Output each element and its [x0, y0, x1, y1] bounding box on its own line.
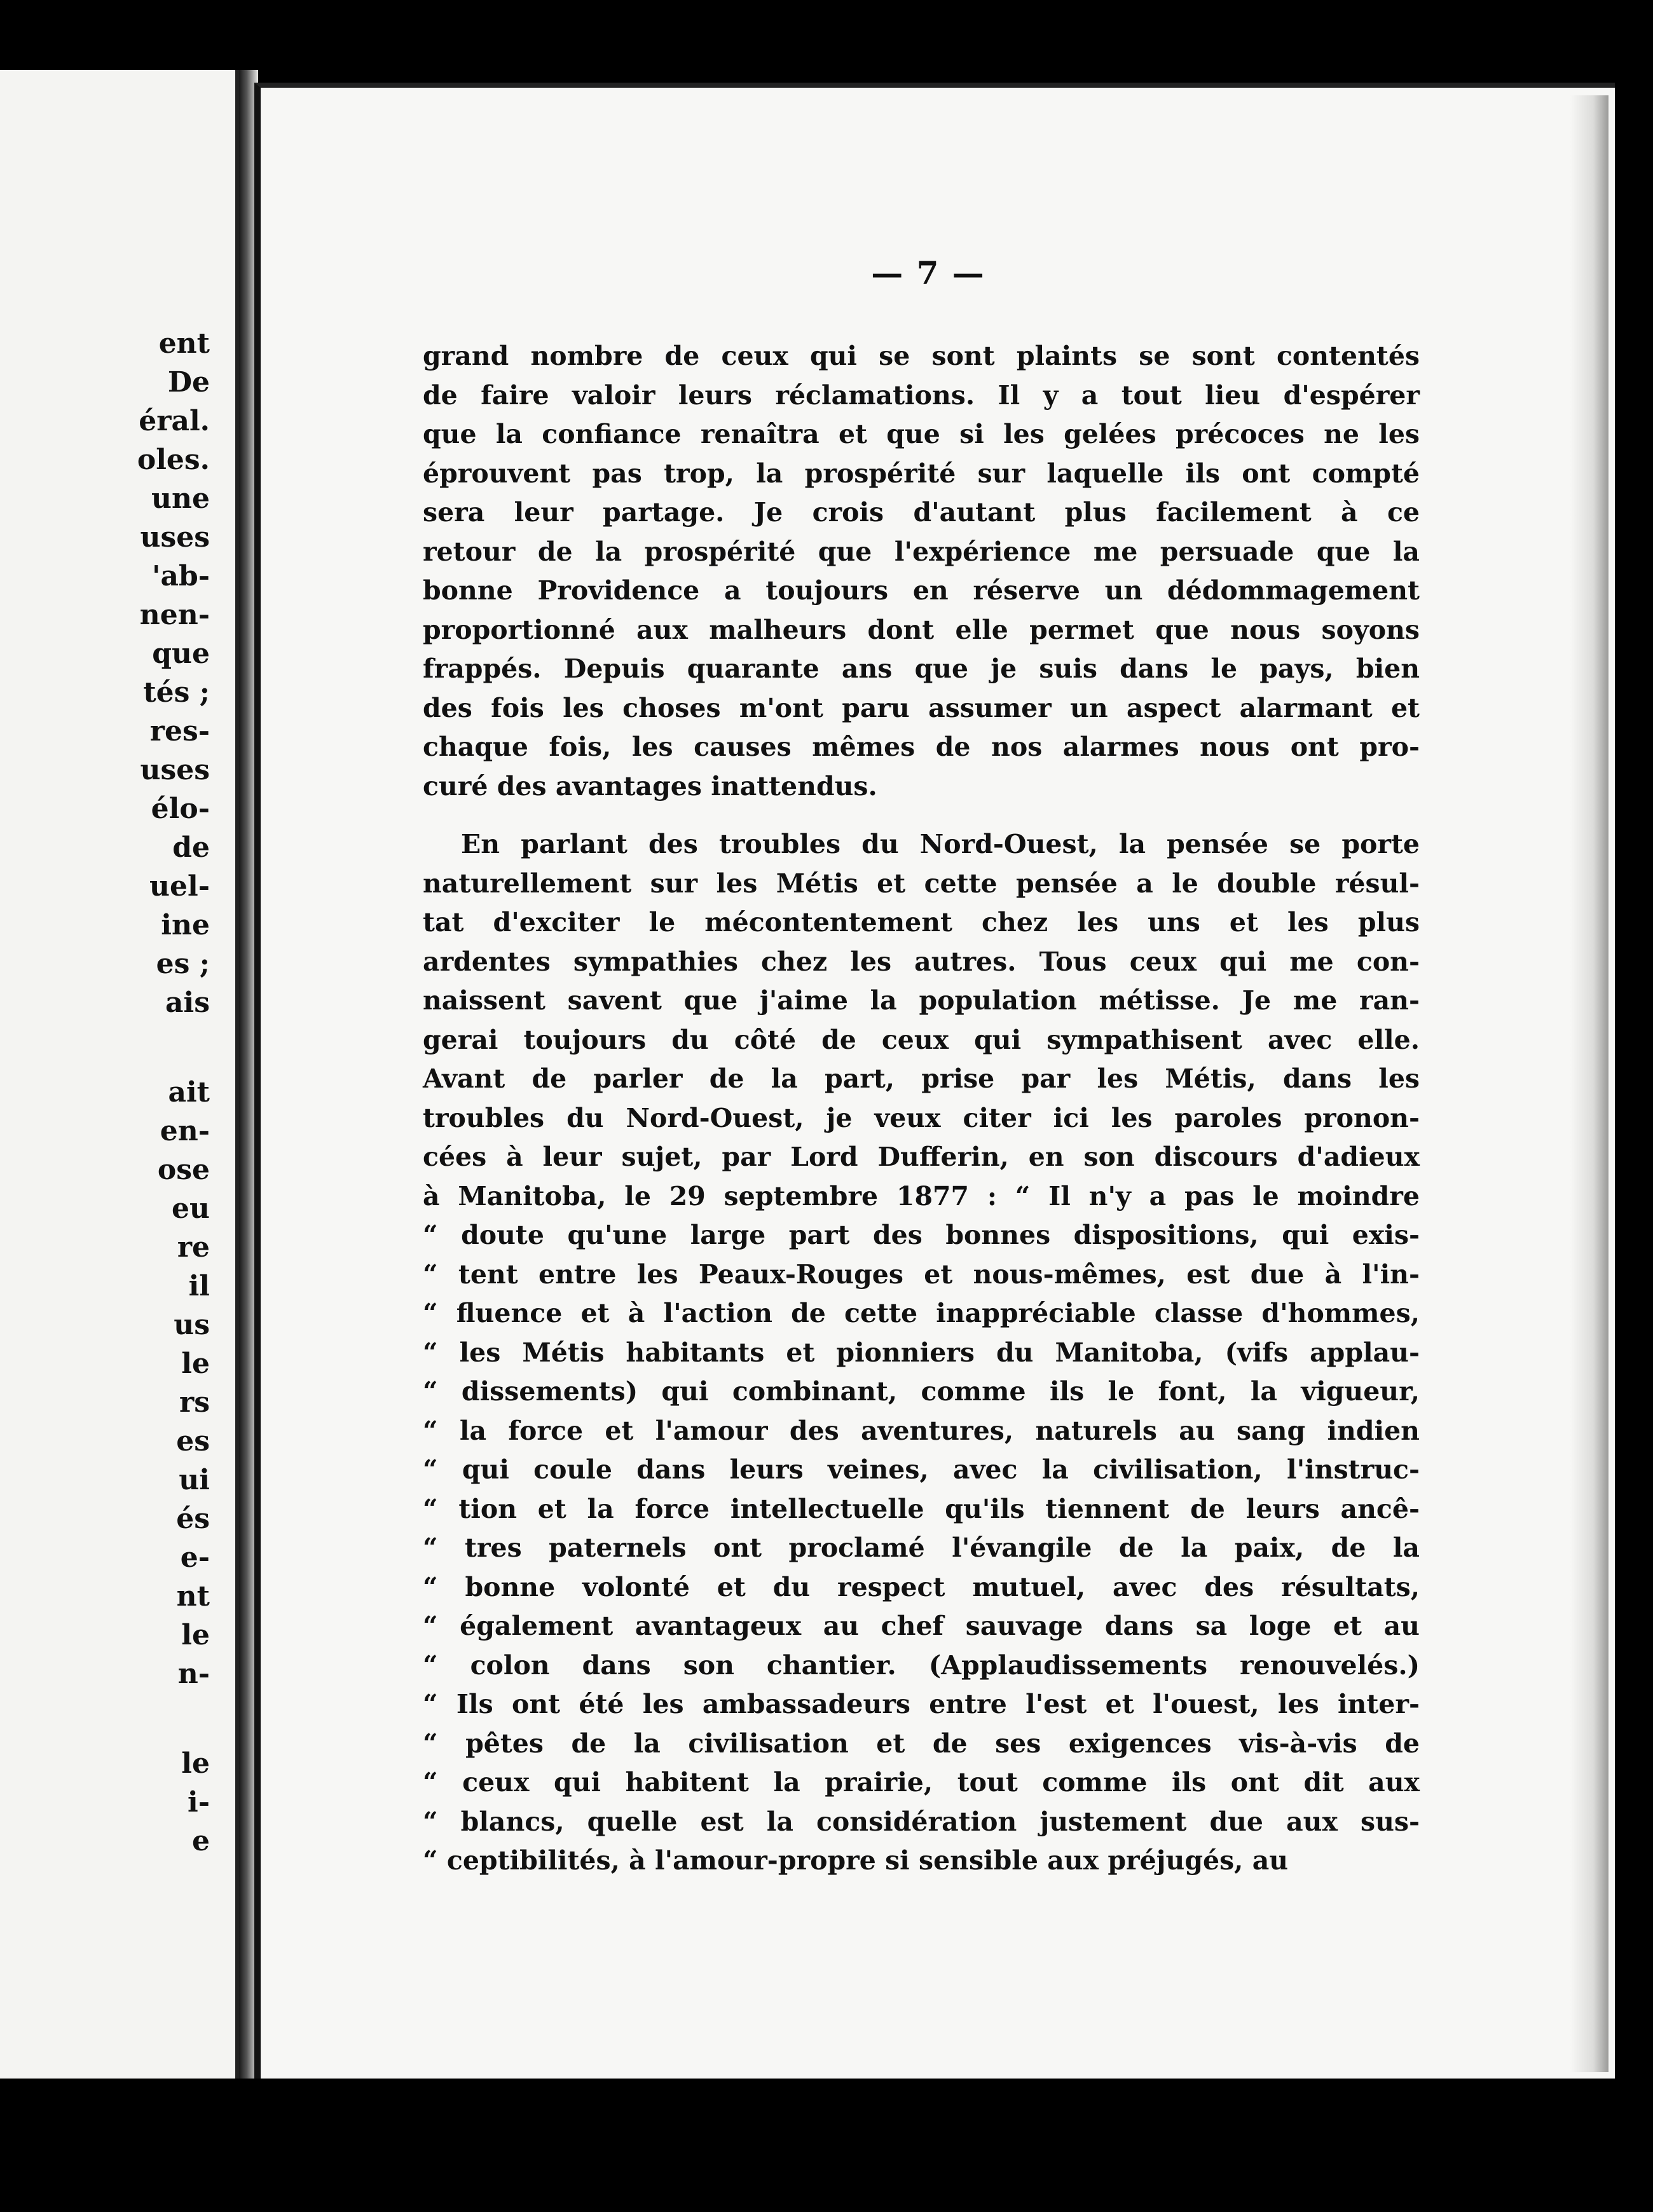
left-fragment: le: [181, 1348, 210, 1380]
text-line: troubles du Nord-Ouest, je veux citer ici les paroles pronon-: [423, 1102, 1420, 1133]
left-fragment: rs: [179, 1386, 210, 1419]
page-number: — 7 —: [871, 254, 985, 292]
left-fragment: res-: [149, 715, 210, 748]
text-line: “ fluence et à l'action de cette inappréciable classe d'hommes,: [423, 1298, 1420, 1328]
left-fragment: nt: [176, 1580, 210, 1613]
text-line: En parlant des troubles du Nord-Ouest, la pensée se porte: [461, 829, 1420, 859]
left-fragment: nen-: [139, 599, 210, 631]
text-line: naturellement sur les Métis et cette pensée a le double résul-: [423, 868, 1420, 899]
left-fragment: de: [172, 831, 210, 864]
text-line: “ les Métis habitants et pionniers du Manitoba, (vifs applau-: [423, 1337, 1420, 1368]
left-fragment: es ;: [156, 948, 210, 980]
text-line: des fois les choses m'ont paru assumer un aspect alarmant et: [423, 692, 1420, 723]
text-line: “ ceptibilités, à l'amour-propre si sensible aux préjugés, au: [423, 1845, 1289, 1876]
paragraph-1: [423, 337, 1420, 806]
text-line: sera leur partage. Je crois d'autant plus facilement à ce: [423, 497, 1420, 528]
text-line: gerai toujours du côté de ceux qui sympathisent avec elle.: [423, 1024, 1420, 1055]
left-fragment: i-: [188, 1786, 210, 1819]
text-line: chaque fois, les causes mêmes de nos alarmes nous ont pro-: [423, 732, 1420, 762]
text-line: frappés. Depuis quarante ans que je suis dans le pays, bien: [423, 653, 1420, 684]
left-fragment: oles.: [137, 444, 210, 476]
text-line: “ dissements) qui combinant, comme ils le font, la vigueur,: [423, 1376, 1420, 1407]
left-fragment: une: [151, 482, 210, 515]
text-line: proportionné aux malheurs dont elle permet que nous soyons: [423, 614, 1420, 645]
left-fragment: ent: [158, 327, 210, 360]
text-line: “ tent entre les Peaux-Rouges et nous-mêmes, est due à l'in-: [423, 1259, 1420, 1290]
left-fragment: es: [176, 1425, 210, 1458]
left-fragment: [0, 1022, 210, 1073]
left-fragment: ui: [179, 1464, 210, 1496]
left-fragment: uses: [140, 521, 210, 554]
left-fragment: il: [188, 1270, 210, 1302]
text-line: “ la force et l'amour des aventures, naturels au sang indien: [423, 1415, 1420, 1446]
text-line: à Manitoba, le 29 septembre 1877 : “ Il n'y a pas le moindre: [423, 1180, 1420, 1212]
text-line: ardentes sympathies chez les autres. Tous ceux qui me con-: [423, 946, 1420, 977]
left-fragment: re: [177, 1231, 210, 1264]
text-line: “ qui coule dans leurs veines, avec la civilisation, l'instruc-: [423, 1454, 1420, 1485]
left-fragment: e-: [180, 1541, 210, 1574]
text-line: “ Ils ont été les ambassadeurs entre l'est et l'ouest, les inter-: [423, 1689, 1420, 1719]
left-fragment: ait: [168, 1076, 210, 1109]
text-line: de faire valoir leurs réclamations. Il y a tout lieu d'espérer: [423, 379, 1420, 411]
paragraph-gap: [423, 806, 1420, 825]
text-line: cées à leur sujet, par Lord Dufferin, en son discours d'adieux: [423, 1142, 1420, 1172]
text-line: “ doute qu'une large part des bonnes dispositions, qui exis-: [423, 1220, 1420, 1250]
left-facing-page: [0, 70, 239, 2079]
left-fragment: eu: [172, 1192, 210, 1225]
left-fragment: [0, 1693, 210, 1744]
text-line: “ également avantageux au chef sauvage dans sa loge et au: [423, 1611, 1420, 1641]
text-line: “ pêtes de la civilisation et de ses exigences vis-à-vis de: [423, 1728, 1420, 1759]
left-fragment: élo-: [151, 793, 210, 825]
text-line: retour de la prospérité que l'expérience me persuade que la: [423, 536, 1420, 567]
text-line: “ tres paternels ont proclamé l'évangile de la paix, de la: [423, 1533, 1420, 1563]
text-line: “ blancs, quelle est la considération justement due aux sus-: [423, 1806, 1420, 1837]
left-fragment: us: [174, 1309, 210, 1341]
paragraph-2: [423, 825, 1420, 1881]
text-line: naissent savent que j'aime la population métisse. Je me ran-: [423, 985, 1420, 1016]
left-fragment: uses: [140, 754, 210, 786]
text-line: “ tion et la force intellectuelle qu'ils tiennent de leurs ancê-: [423, 1493, 1420, 1524]
text-line: “ colon dans son chantier. (Applaudissements renouvelés.): [423, 1649, 1420, 1681]
text-line: bonne Providence a toujours en réserve un dédommagement: [423, 575, 1420, 606]
left-fragment: uel-: [149, 870, 210, 903]
left-fragment: ose: [157, 1154, 210, 1186]
text-line: grand nombre de ceux qui se sont plaints se sont contentés: [423, 341, 1420, 371]
left-fragment: és: [176, 1503, 210, 1535]
left-fragment: e: [192, 1825, 210, 1857]
left-fragment: en-: [160, 1115, 210, 1147]
left-fragment: que: [152, 638, 210, 670]
page-body: [423, 337, 1420, 1881]
left-fragment: éral.: [139, 405, 210, 437]
text-line: éprouvent pas trop, la prospérité sur laquelle ils ont compté: [423, 458, 1420, 489]
left-fragment: le: [181, 1619, 210, 1651]
left-page-text-fragments: [0, 324, 210, 1860]
left-fragment: De: [167, 366, 210, 399]
text-line: “ ceux qui habitent la prairie, tout comme ils ont dit aux: [423, 1767, 1420, 1798]
text-line: curé des avantages inattendus.: [423, 770, 877, 802]
text-line: Avant de parler de la part, prise par les Métis, dans les: [423, 1063, 1420, 1094]
page-edge-shadow: [1570, 95, 1608, 2072]
left-fragment: ais: [165, 987, 210, 1019]
left-fragment: 'ab-: [151, 560, 210, 592]
text-line: “ bonne volonté et du respect mutuel, avec des résultats,: [423, 1571, 1420, 1602]
left-fragment: tés ;: [143, 676, 210, 709]
text-line: tat d'exciter le mécontentement chez les uns et les plus: [423, 907, 1420, 938]
left-fragment: le: [181, 1747, 210, 1780]
text-line: que la confiance renaîtra et que si les gelées précoces ne les: [423, 419, 1420, 449]
left-fragment: ine: [161, 909, 210, 941]
left-fragment: n-: [177, 1658, 210, 1690]
